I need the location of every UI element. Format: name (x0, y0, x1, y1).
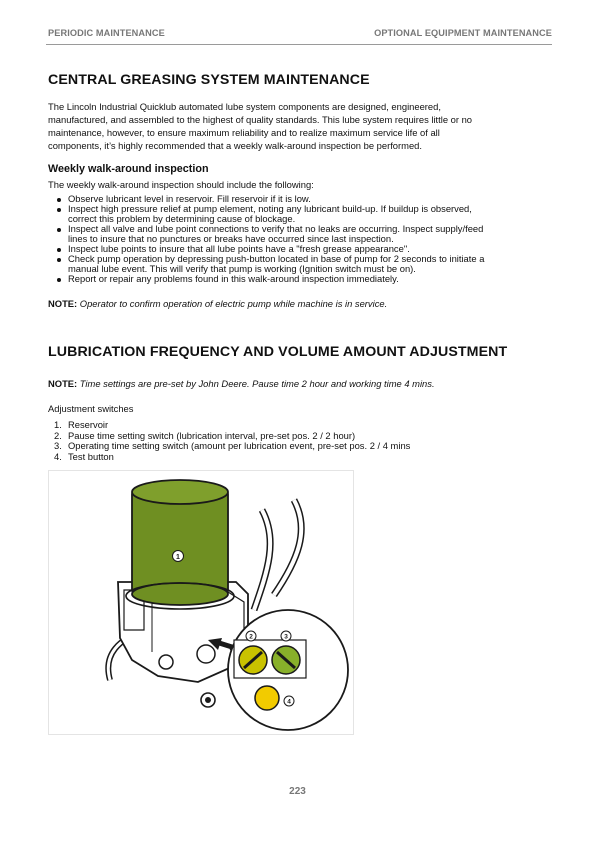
header-divider (46, 44, 552, 45)
subheading-weekly-inspection: Weekly walk-around inspection (48, 163, 209, 175)
note-text: Operator to confirm operation of electric pump while machine is in service. (79, 298, 388, 309)
note-electric-pump (48, 298, 387, 309)
checklist-item: Observe lubricant level in reservoir. Fill reservoir if it is low. (48, 194, 548, 204)
note-time-settings (48, 378, 435, 389)
header-section-left: PERIODIC MAINTENANCE (48, 28, 165, 38)
bullet-icon (57, 278, 61, 282)
note-label: NOTE: (48, 378, 78, 389)
switch-list-item: 4. Test button (54, 450, 114, 462)
adjustment-switch-list (48, 420, 410, 462)
svg-text:2: 2 (249, 633, 253, 641)
bullet-icon (57, 228, 61, 232)
inspection-lead-text: The weekly walk-around inspection should include the following: (48, 179, 314, 190)
bullet-icon (57, 248, 61, 252)
note-text: Time settings are pre-set by John Deere. Pause time 2 hour and working time 4 mins. (79, 378, 435, 389)
svg-text:4: 4 (287, 698, 291, 706)
inspection-checklist (48, 194, 548, 284)
test-button (255, 686, 279, 710)
switch-list-item: 3. Operating time setting switch (amount per lubrication event, pre-set pos. 2 / 4 mins (54, 440, 411, 451)
note-label: NOTE: (48, 298, 78, 309)
svg-text:1: 1 (176, 554, 180, 561)
intro-line: The Lincoln Industrial Quicklub automated lube system components are designed, engineered, (48, 101, 441, 112)
header-section-right: OPTIONAL EQUIPMENT MAINTENANCE (374, 28, 552, 38)
checklist-item: Report or repair any problems found in this walk-around inspection immediately. (48, 274, 548, 284)
bullet-icon (57, 198, 61, 202)
svg-text:3: 3 (284, 633, 288, 641)
intro-line: maintenance, however, to ensure maximum reliability and to realize maximum service life of all (48, 127, 440, 138)
section-title-greasing: CENTRAL GREASING SYSTEM MAINTENANCE (48, 72, 370, 88)
checklist-item: Check pump operation by depressing push-button located in base of pump for 2 seconds to initiate a manual lube event. This will verify that pump is working (Ignition switch must be on). (48, 254, 548, 274)
reservoir (132, 490, 228, 594)
checklist-item: Inspect all valve and lube point connections to verify that no leaks are occurring. Inspect supply/feed lines to insure that no punctures or breaks have occurred since last inspection. (48, 224, 548, 244)
bullet-icon (57, 258, 61, 262)
lube-pump-figure (48, 470, 354, 735)
intro-paragraph (48, 100, 528, 152)
checklist-item: Inspect lube points to insure that all lube points have a "fresh grease appearance". (48, 244, 548, 254)
section-title-lubrication: LUBRICATION FREQUENCY AND VOLUME AMOUNT ADJUSTMENT (48, 344, 508, 360)
bullet-icon (57, 208, 61, 212)
intro-line: manufactured, and assembled to the highest of quality standards. This lube system requires little or no (48, 114, 473, 125)
lube-pump-illustration (48, 470, 354, 735)
switch-list-item: 2. Pause time setting switch (lubrication interval, pre-set pos. 2 / 2 hour) (54, 429, 356, 441)
page-number: 223 (289, 786, 306, 797)
intro-line: components, it’s highly recommended that a weekly walk-around inspection be performed. (48, 140, 422, 151)
adjustment-switches-label: Adjustment switches (48, 403, 134, 414)
switch-list-item: 1. Reservoir (54, 419, 109, 430)
checklist-item: Inspect high pressure relief at pump element, noting any lubricant build-up. If buildup is observed, correct this problem by determining cause of blockage. (48, 204, 548, 224)
